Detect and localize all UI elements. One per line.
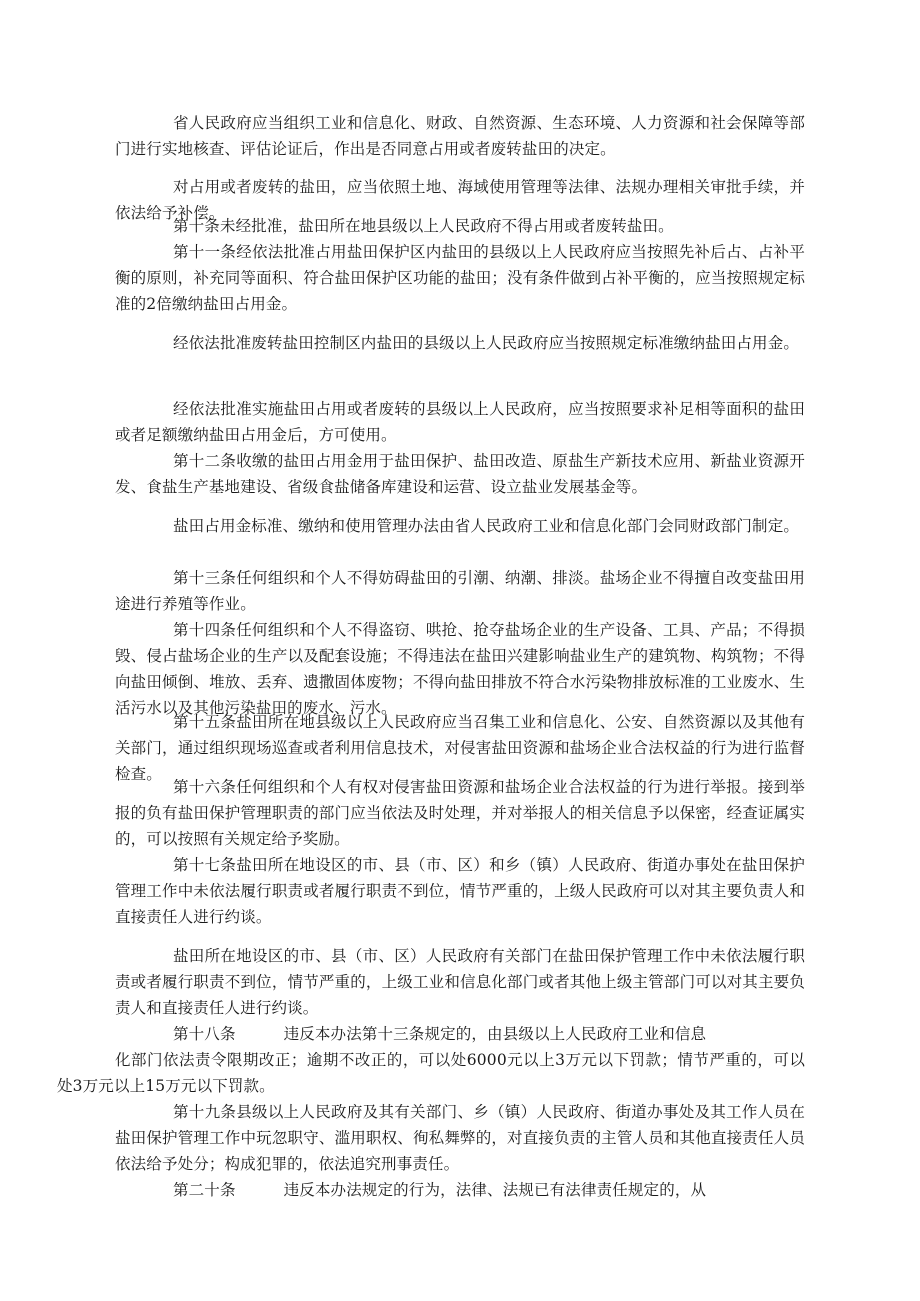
article-20-first-line: 违反本办法规定的行为，法律、法规已有法律责任规定的，从 (283, 1181, 707, 1199)
paragraph-article-16: 第十六条任何组织和个人有权对侵害盐田资源和盐场企业合法权益的行为进行举报。接到举报的负有盐田保护管理职责的部门应当依法及时处理，并对举报人的相关信息予以保密，经查证属实的，可以按照有关规定给予奖励。 (115, 778, 805, 848)
paragraph-approval-decision: 省人民政府应当组织工业和信息化、财政、自然资源、生态环境、人力资源和社会保障等部门进行实地核查、评估论证后，作出是否同意占用或者废转盐田的决定。 (115, 114, 805, 158)
paragraph-article-19: 第十九条县级以上人民政府及其有关部门、乡（镇）人民政府、街道办事处及其工作人员在盐田保护管理工作中玩忽职守、滥用职权、徇私舞弊的，对直接负责的主管人员和其他直接责任人员依法给予处分；构成犯罪的，依法追究刑事责任。 (115, 1103, 805, 1173)
paragraph-replenish-before-use: 经依法批准实施盐田占用或者废转的县级以上人民政府，应当按照要求补足相等面积的盐田或者足额缴纳盐田占用金后，方可使用。 (115, 400, 805, 444)
paragraph-article-14: 第十四条任何组织和个人不得盗窃、哄抢、抢夺盐场企业的生产设备、工具、产品；不得损毁、侵占盐场企业的生产以及配套设施；不得违法在盐田兴建影响盐业生产的建筑物、构筑物；不得向盐田倾倒、堆放、丢弃、遗撒固体废物；不得向盐田排放不符合水污染物排放标准的工业废水、生活污水以及其他污染盐田的废水、污水。 (115, 621, 805, 717)
article-18-first-line: 违反本办法第十三条规定的，由县级以上人民政府工业和信息 (283, 1025, 707, 1043)
paragraph-department-interview: 盐田所在地设区的市、县（市、区）人民政府有关部门在盐田保护管理工作中未依法履行职责或者履行职责不到位，情节严重的，上级工业和信息化部门或者其他上级主管部门可以对其主要负责人和直接责任人进行约谈。 (115, 947, 805, 1017)
paragraph-article-18 (57, 1021, 805, 1099)
paragraph-article-11: 第十一条经依法批准占用盐田保护区内盐田的县级以上人民政府应当按照先补后占、占补平衡的原则，补充同等面积、符合盐田保护区功能的盐田；没有条件做到占补平衡的，应当按照规定标准的2倍缴纳盐田占用金。 (115, 243, 805, 313)
paragraph-article-13: 第十三条任何组织和个人不得妨碍盐田的引潮、纳潮、排淡。盐场企业不得擅自改变盐田用途进行养殖等作业。 (115, 569, 805, 613)
paragraph-article-20 (115, 1177, 805, 1203)
paragraph-article-15: 第十五条盐田所在地县级以上人民政府应当召集工业和信息化、公安、自然资源以及其他有关部门，通过组织现场巡查或者利用信息技术，对侵害盐田资源和盐场企业合法权益的行为进行监督检查。 (115, 713, 805, 783)
paragraph-fee-management: 盐田占用金标准、缴纳和使用管理办法由省人民政府工业和信息化部门会同财政部门制定。 (173, 517, 800, 535)
article-18-continuation: 化部门依法责令限期改正；逾期不改正的，可以处6000元以上3万元以下罚款；情节严重的，可以处3万元以上15万元以下罚款。 (57, 1051, 805, 1095)
paragraph-compensation: 对占用或者废转的盐田，应当依照土地、海域使用管理等法律、法规办理相关审批手续，并依法给予补偿。 (115, 178, 805, 222)
paragraph-article-12: 第十二条收缴的盐田占用金用于盐田保护、盐田改造、原盐生产新技术应用、新盐业资源开发、食盐生产基地建设、省级食盐储备库建设和运营、设立盐业发展基金等。 (115, 452, 805, 496)
paragraph-article-10: 第十条未经批准，盐田所在地县级以上人民政府不得占用或者废转盐田。 (173, 217, 674, 235)
article-18-label: 第十八条 (173, 1025, 236, 1043)
article-20-label: 第二十条 (173, 1181, 236, 1199)
paragraph-article-17: 第十七条盐田所在地设区的市、县（市、区）和乡（镇）人民政府、街道办事处在盐田保护管理工作中未依法履行职责或者履行职责不到位，情节严重的，上级人民政府可以对其主要负责人和直接责任人进行约谈。 (115, 856, 805, 926)
paragraph-control-zone-fee: 经依法批准废转盐田控制区内盐田的县级以上人民政府应当按照规定标准缴纳盐田占用金。 (173, 334, 800, 352)
